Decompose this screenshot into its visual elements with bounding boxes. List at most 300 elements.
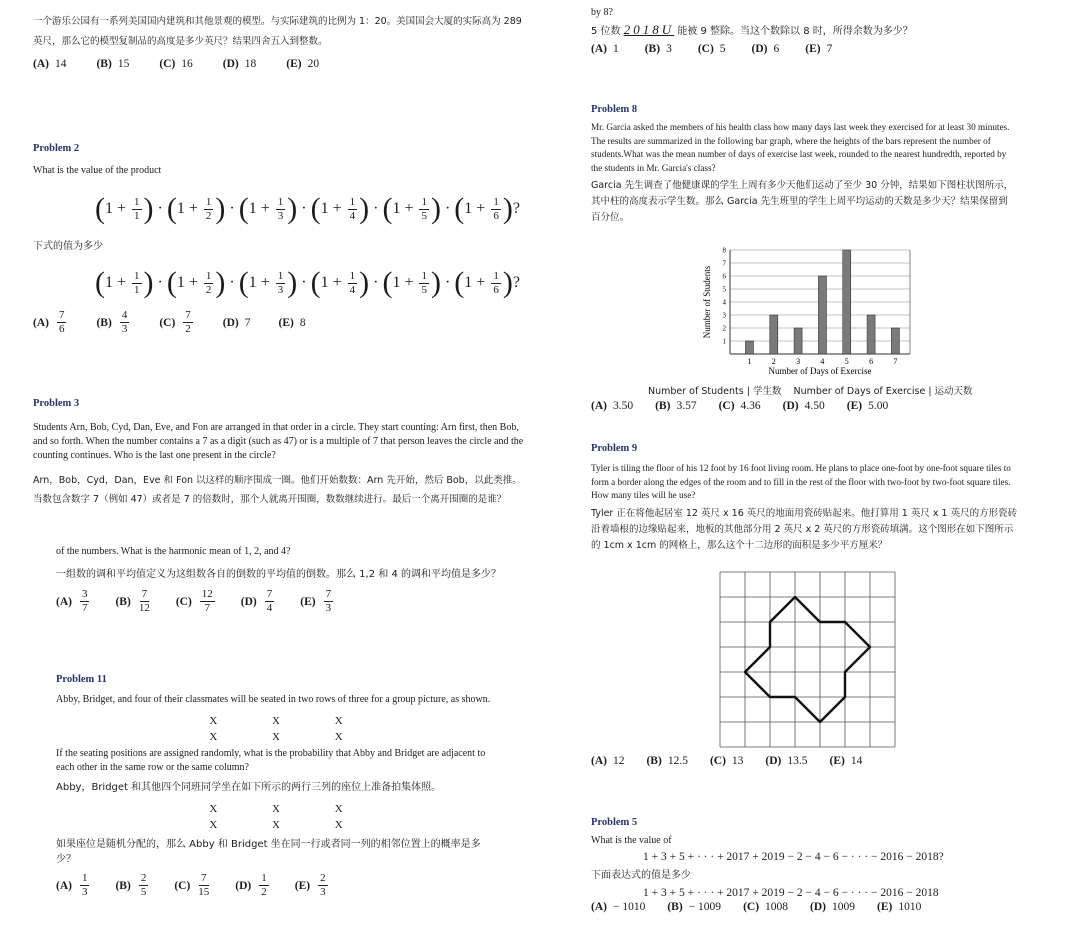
answer-choice-label: (A) <box>56 879 72 892</box>
answer-choice-value: 3.57 <box>676 400 697 412</box>
term-fraction <box>491 271 501 296</box>
multiply-dot: · <box>373 200 379 217</box>
fraction-denominator: 2 <box>261 886 267 898</box>
answer-choice-label: (A) <box>33 58 49 70</box>
term-fraction <box>276 197 286 222</box>
term-fraction <box>276 271 286 296</box>
paren-close: ) <box>430 266 441 299</box>
answer-choice <box>591 43 619 55</box>
seat-row: X X X <box>209 731 369 743</box>
x-tick-label: 7 <box>893 357 898 366</box>
answer-choice-label: (D) <box>222 316 239 329</box>
problem-remainder <box>591 6 1031 55</box>
answer-choice-label: (B) <box>115 595 131 608</box>
answer-choice-label: (C) <box>175 595 192 608</box>
answer-choice-label: (E) <box>877 901 893 913</box>
term-one: 1 + <box>176 200 202 217</box>
product-term <box>95 266 154 300</box>
fraction-numerator: 2 <box>140 872 147 884</box>
multiply-dot: · <box>157 200 163 217</box>
product-term <box>311 192 370 226</box>
question-mark: ? <box>512 274 520 291</box>
answer-choice <box>645 43 672 55</box>
paren-close: ) <box>287 266 298 299</box>
answer-choice-value: 5 <box>719 43 726 55</box>
fraction-numerator: 1 <box>261 872 267 884</box>
x-axis-label: Number of Days of Exercise <box>768 366 872 376</box>
answer-choice-value: 14 <box>850 755 863 767</box>
y-tick-label: 4 <box>722 298 726 307</box>
fraction-numerator: 3 <box>81 588 88 600</box>
fraction-denominator: 4 <box>349 283 356 296</box>
term-fraction <box>132 271 142 296</box>
answer-choice <box>115 589 151 614</box>
paren-close: ) <box>143 192 154 225</box>
remainder-question-zh <box>591 23 1031 39</box>
answer-choice <box>176 589 217 614</box>
problem-11-title: Problem 11 <box>56 674 107 685</box>
y-tick-label: 7 <box>722 259 726 268</box>
fraction-numerator: 1 <box>421 195 427 208</box>
answer-choice <box>159 58 192 70</box>
bar <box>867 315 875 354</box>
bar-chart <box>700 242 920 378</box>
x-tick-label: 6 <box>869 357 874 366</box>
problem-5-choices <box>591 901 1031 913</box>
fraction-denominator: 5 <box>421 283 427 296</box>
bar <box>891 328 899 354</box>
term-one: 1 + <box>105 274 131 291</box>
problem-2-title: Problem 2 <box>33 143 80 154</box>
answer-choice-value: 1008 <box>765 901 789 913</box>
problem-5-question-zh: 下面表达式的值是多少 <box>591 870 691 881</box>
y-tick-label: 1 <box>722 337 726 346</box>
answer-choice-label: (D) <box>240 595 257 608</box>
multiply-dot: · <box>301 200 307 217</box>
answer-choice-value: 4.50 <box>804 400 825 412</box>
answer-choice-value: 14 <box>54 58 67 70</box>
answer-choice-fraction <box>198 873 209 898</box>
answer-choice <box>591 400 633 412</box>
answer-choice <box>56 589 91 614</box>
harmonic-question-en: of the numbers. What is the harmonic mean of 1, 2, and 4? <box>56 546 291 557</box>
paren-close: ) <box>502 192 513 225</box>
answer-choice-label: (C) <box>174 879 191 892</box>
product-term <box>311 266 370 300</box>
term-one: 1 + <box>464 274 490 291</box>
answer-choice <box>159 310 194 335</box>
problem-3 <box>33 398 525 534</box>
term-fraction <box>204 197 214 222</box>
chart-legend: Number of Students | 学生数 Number of Days of Exercise | 运动天数 <box>648 386 973 397</box>
answer-choice <box>223 58 256 70</box>
multiply-dot: · <box>229 200 235 217</box>
fraction-numerator: 2 <box>320 872 326 884</box>
product-term <box>454 266 513 300</box>
problem-8-question-en: Mr. Garcia asked the members of his health class how many days last week they exercised for at least 30 minutes. The results are summarized in the following bar graph, where the heights of the bars represent the number of students.What was the mean number of days of exercise last week, rounded to the nearest hundredth, reported by the students in Mr. Garcia's class? <box>591 122 1010 173</box>
x-tick-label: 3 <box>796 357 801 366</box>
problem-11-question-zh: Abby，Bridget 和其他四个同班同学坐在如下所示的两行三列的座位上准备拍集体照。 <box>56 782 442 793</box>
term-one: 1 + <box>464 200 490 217</box>
answer-choice <box>279 317 306 329</box>
answer-choice-value: 6 <box>773 43 780 55</box>
answer-choice <box>719 400 761 412</box>
paren-close: ) <box>502 266 513 299</box>
fraction-denominator: 6 <box>493 283 499 296</box>
multiply-dot: · <box>157 274 163 291</box>
answer-choice-fraction <box>80 589 90 614</box>
seat-row: X X X <box>209 715 369 727</box>
fraction-numerator: 7 <box>185 309 191 321</box>
answer-choice-label: (B) <box>655 400 671 412</box>
problem-9-title: Problem 9 <box>591 443 638 454</box>
paren-open: ( <box>95 192 105 225</box>
fraction-numerator: 4 <box>121 309 128 321</box>
problem-5-expression: 1 + 3 + 5 + · · · + 2017 + 2019 − 2 − 4 − 6 − · · · − 2016 − 2018? <box>643 851 944 863</box>
answer-choice-value: 5.00 <box>868 400 889 412</box>
answer-choice <box>646 755 687 767</box>
answer-choice-fraction <box>324 589 334 614</box>
answer-choice <box>765 755 807 767</box>
fraction-numerator: 1 <box>277 195 284 208</box>
problem-2-choices <box>33 310 523 335</box>
answer-choice-value: − 1010 <box>612 901 646 913</box>
fraction-numerator: 1 <box>134 195 140 208</box>
fraction-denominator: 2 <box>205 209 212 222</box>
problem-2 <box>33 143 523 335</box>
problem-11-question-zh-2: 如果座位是随机分配的，那么 Abby 和 Bridget 坐在同一行或者同一列的相邻位置上的概率是多少？ <box>56 839 481 865</box>
answer-choice <box>115 873 150 898</box>
harmonic-question-zh: 一组数的调和平均值定义为这组数各自的倒数的平均值的倒数。那么 1,2 和 4 的调和平均值是多少？ <box>56 569 501 580</box>
term-fraction <box>348 271 358 296</box>
answer-choice <box>300 589 335 614</box>
paren-close: ) <box>215 266 226 299</box>
fraction-denominator: 3 <box>81 886 88 898</box>
answer-choice-label: (B) <box>96 58 112 70</box>
product-term <box>382 192 441 226</box>
answer-choice-label: (D) <box>765 755 782 767</box>
answer-choice-fraction <box>265 589 275 614</box>
problem-5 <box>591 817 1031 913</box>
y-axis-label: Number of Students <box>702 265 712 339</box>
product-term <box>167 192 226 226</box>
product-term <box>239 192 298 226</box>
product-term <box>95 192 154 226</box>
problem-11-question-en: Abby, Bridget, and four of their classmates will be seated in two rows of three for a group picture, as shown. <box>56 694 491 705</box>
answer-choice-label: (C) <box>697 43 714 55</box>
fraction-numerator: 1 <box>349 269 356 282</box>
fraction-numerator: 1 <box>277 269 284 282</box>
problem-1-question-zh: 一个游乐公园有一系列美国国内建筑和其他景观的模型。与实际建筑的比例为 1：20。美国国会大厦的实际高为 289 英尺，那么它的模型复制品的高度是多少英尺？结果四舍五入到整数。 <box>33 16 522 47</box>
problem-2-question-en: What is the value of the product <box>33 165 162 176</box>
paren-open: ( <box>238 266 249 299</box>
grid-lines <box>720 572 895 747</box>
problem-5-title: Problem 5 <box>591 817 638 828</box>
answer-choice-value: 13 <box>731 755 744 767</box>
problem-2-question-zh: 下式的值为多少 <box>33 241 103 252</box>
problem-9 <box>591 443 1019 564</box>
answer-choice-label: (C) <box>743 901 760 913</box>
paren-close: ) <box>215 192 226 225</box>
answer-choice-label: (E) <box>846 400 863 412</box>
fraction-denominator: 3 <box>277 209 284 222</box>
problem-11-question-en-2: If the seating positions are assigned randomly, what is the probability that Abby and Bridget are adjacent to each other in the same row or the same column? <box>56 748 486 773</box>
answer-choice-label: (D) <box>782 400 799 412</box>
bar <box>818 276 826 354</box>
answer-choice-label: (E) <box>300 595 316 608</box>
answer-choice <box>96 58 129 70</box>
paren-close: ) <box>143 266 154 299</box>
answer-choice <box>591 901 645 913</box>
paren-open: ( <box>166 192 177 225</box>
answer-choice <box>174 873 211 898</box>
fraction-numerator: 12 <box>201 588 213 600</box>
problem-1-choices <box>33 58 523 70</box>
term-one: 1 + <box>392 200 418 217</box>
answer-choice-value: 18 <box>244 58 257 70</box>
paren-open: ( <box>382 266 393 299</box>
term-one: 1 + <box>248 274 274 291</box>
fraction-numerator: 1 <box>493 195 499 208</box>
bar <box>770 315 778 354</box>
answer-choice-label: (A) <box>591 755 607 767</box>
term-one: 1 + <box>320 200 346 217</box>
answer-choice-value: 1 <box>612 43 619 55</box>
answer-choice-value: 8 <box>299 316 306 329</box>
fraction-numerator: 7 <box>201 872 207 884</box>
answer-choice <box>235 873 270 898</box>
fraction-denominator: 3 <box>320 886 326 898</box>
answer-choice <box>286 58 319 70</box>
fraction-denominator: 2 <box>185 323 191 335</box>
product-term <box>239 266 298 300</box>
fraction-denominator: 5 <box>140 886 147 898</box>
fraction-denominator: 5 <box>421 209 427 222</box>
problem-1 <box>33 12 523 70</box>
problem-3-question-en: Students Arn, Bob, Cyd, Dan, Eve, and Fon are arranged in that order in a circle. They start counting: Arn first, then Bob, and so forth. When the number contains a 7 as a digit (such as 47) or is a multiple of 7 that person leaves the circle and the counting continues. Who is the last one present in the circle? <box>33 422 524 461</box>
answer-choice-label: (A) <box>591 400 607 412</box>
fraction-numerator: 1 <box>493 269 499 282</box>
answer-choice <box>783 400 825 412</box>
fraction-denominator: 2 <box>205 283 212 296</box>
answer-choice-fraction <box>80 873 90 898</box>
paren-open: ( <box>454 266 465 299</box>
answer-choice-label: (C) <box>159 58 176 70</box>
problem-8-choices <box>591 400 910 412</box>
problem-11-choices <box>56 873 496 898</box>
fraction-numerator: 1 <box>421 269 427 282</box>
fraction-denominator: 3 <box>121 323 128 335</box>
fraction-numerator: 1 <box>134 269 140 282</box>
term-fraction <box>204 271 214 296</box>
fraction-numerator: 1 <box>205 269 212 282</box>
problem-5-expression-zh: 1 + 3 + 5 + · · · + 2017 + 2019 − 2 − 4 − 6 − · · · − 2016 − 2018 <box>643 887 939 899</box>
paren-open: ( <box>238 192 249 225</box>
paren-open: ( <box>95 266 105 299</box>
seat-row: X X X <box>209 803 369 815</box>
bar <box>794 328 802 354</box>
y-tick-label: 3 <box>722 311 726 320</box>
answer-choice <box>752 43 780 55</box>
term-fraction <box>132 197 142 222</box>
fraction-numerator: 7 <box>141 588 148 600</box>
answer-choice <box>698 43 726 55</box>
answer-choice <box>847 400 888 412</box>
problem-5-question-en: What is the value of <box>591 835 672 846</box>
answer-choice <box>241 589 276 614</box>
answer-choice-value: 16 <box>181 58 193 70</box>
multiply-dot: · <box>373 274 379 291</box>
answer-choice-fraction <box>318 873 328 898</box>
remainder-digits: 2018U <box>623 22 675 37</box>
answer-choice <box>743 901 788 913</box>
answer-choice-value: 7 <box>244 316 251 329</box>
fraction-numerator: 7 <box>58 309 65 321</box>
paren-open: ( <box>454 192 465 225</box>
product-term <box>454 192 513 226</box>
term-fraction <box>419 197 429 222</box>
problem-harmonic-mean <box>56 545 526 614</box>
paren-close: ) <box>287 192 298 225</box>
fraction-denominator: 4 <box>349 209 356 222</box>
x-tick-label: 5 <box>844 357 849 366</box>
answer-choice-value: 1009 <box>832 901 855 913</box>
answer-choice-value: 3 <box>666 43 672 55</box>
bar <box>843 250 851 354</box>
seating-diagram-1 <box>56 713 496 745</box>
problem-9-question-en: Tyler is tiling the floor of his 12 foot by 16 foot living room. He plans to place one-foot by one-foot square tiles to form a border along the edges of the room and to fill in the rest of the floor with two-foot by two-foot square tiles. How many tiles will he use? <box>591 463 1011 500</box>
fraction-denominator: 7 <box>204 602 211 614</box>
answer-choice-label: (A) <box>33 316 49 329</box>
dodecagon-shape <box>745 597 870 722</box>
answer-choice-fraction <box>139 873 149 898</box>
answer-choice-label: (B) <box>115 879 131 892</box>
answer-choice-label: (B) <box>667 901 683 913</box>
remainder-prefix: 5 位数 <box>591 26 621 37</box>
fraction-numerator: 1 <box>205 195 212 208</box>
product-term <box>167 266 226 300</box>
term-one: 1 + <box>248 200 274 217</box>
problem-8-title: Problem 8 <box>591 104 638 115</box>
fraction-denominator: 1 <box>134 209 140 222</box>
x-tick-label: 1 <box>747 357 752 366</box>
problem-2-product-expression-zh <box>95 266 523 300</box>
answer-choice-value: 4.36 <box>740 400 761 412</box>
fraction-denominator: 3 <box>325 602 332 614</box>
answer-choice-value: 15 <box>117 58 130 70</box>
answer-choice <box>710 755 743 767</box>
x-tick-label: 2 <box>771 357 776 366</box>
answer-choice-label: (C) <box>709 755 726 767</box>
seat-row: X X X <box>209 819 369 831</box>
answer-choice-fraction <box>120 310 130 335</box>
answer-choice-label: (A) <box>591 43 607 55</box>
multiply-dot: · <box>444 274 451 291</box>
product-term <box>382 266 441 300</box>
fraction-numerator: 1 <box>81 872 88 884</box>
answer-choice <box>33 310 68 335</box>
answer-choice <box>810 901 855 913</box>
answer-choice <box>33 58 66 70</box>
answer-choice <box>223 317 251 329</box>
answer-choice-label: (E) <box>805 43 821 55</box>
problem-3-title: Problem 3 <box>33 398 80 409</box>
answer-choice-value: 7 <box>826 43 833 55</box>
seating-diagram-2 <box>56 801 496 833</box>
term-one: 1 + <box>392 274 418 291</box>
answer-choice <box>56 873 91 898</box>
answer-choice-label: (A) <box>591 901 607 913</box>
answer-choice-label: (B) <box>644 43 661 55</box>
answer-choice-value: 12.5 <box>667 755 688 767</box>
remainder-choices <box>591 43 1031 55</box>
answer-choice-value: 3.50 <box>612 400 634 412</box>
paren-open: ( <box>382 192 393 225</box>
problem-2-product-expression <box>95 192 523 226</box>
answer-choice-fraction <box>200 589 215 614</box>
answer-choice-label: (E) <box>294 879 311 892</box>
problem-9-choices <box>591 755 884 767</box>
answer-choice-label: (D) <box>222 58 239 70</box>
fraction-denominator: 12 <box>138 602 150 614</box>
paren-close: ) <box>359 266 370 299</box>
fraction-denominator: 4 <box>266 602 273 614</box>
y-tick-label: 6 <box>722 272 726 281</box>
answer-choice-value: 20 <box>307 58 320 70</box>
term-fraction <box>348 197 358 222</box>
bar <box>745 341 753 354</box>
fraction-denominator: 6 <box>58 323 65 335</box>
fraction-denominator: 6 <box>493 209 499 222</box>
term-one: 1 + <box>176 274 202 291</box>
answer-choice-value: 13.5 <box>787 755 808 767</box>
answer-choice-label: (C) <box>159 316 176 329</box>
dodecagon-grid-figure <box>718 570 898 750</box>
y-tick-label: 8 <box>722 246 726 255</box>
multiply-dot: · <box>301 274 307 291</box>
answer-choice-label: (B) <box>96 316 112 329</box>
answer-choice-value: 12 <box>612 755 625 767</box>
problem-11 <box>56 674 496 898</box>
remainder-question-en: by 8? <box>591 7 613 18</box>
answer-choice-label: (D) <box>810 901 826 913</box>
answer-choice <box>830 755 863 767</box>
answer-choice <box>295 873 330 898</box>
fraction-denominator: 15 <box>198 886 210 898</box>
answer-choice-value: − 1009 <box>688 901 722 913</box>
paren-open: ( <box>166 266 177 299</box>
answer-choice-fraction <box>183 310 193 335</box>
answer-choice-value: 1010 <box>898 901 922 913</box>
term-one: 1 + <box>320 274 346 291</box>
answer-choice-label: (D) <box>235 879 252 892</box>
problem-8-question-zh: Garcia 先生调查了他健康课的学生上周有多少天他们运动了至少 30 分钟，结果如下图柱状图所示，其中柱的高度表示学生数。那么 Garcia 先生班里的学生上周平均运动的天数是多少天？结果保留到百分位。 <box>591 180 1014 223</box>
answer-choice-label: (B) <box>646 755 662 767</box>
harmonic-choices <box>56 589 526 614</box>
fraction-denominator: 1 <box>134 283 140 296</box>
term-fraction <box>419 271 429 296</box>
answer-choice <box>667 901 721 913</box>
paren-close: ) <box>430 192 441 225</box>
paren-close: ) <box>359 192 370 225</box>
term-one: 1 + <box>105 200 131 217</box>
fraction-denominator: 3 <box>277 283 284 296</box>
problem-3-question-zh: Arn，Bob，Cyd，Dan，Eve 和 Fon 以这样的顺序围成一圈。他们开始数数：Arn 先开始，然后 Bob，以此类推。当数包含数字 7（例如 47）或者是 7 的倍数时，那个人就离开围圈，数数继续进行。最后一个离开围圈的是谁？ <box>33 475 522 505</box>
paren-open: ( <box>310 266 321 299</box>
problem-8 <box>591 104 1016 226</box>
answer-choice-label: (A) <box>56 595 72 608</box>
answer-choice <box>96 310 131 335</box>
